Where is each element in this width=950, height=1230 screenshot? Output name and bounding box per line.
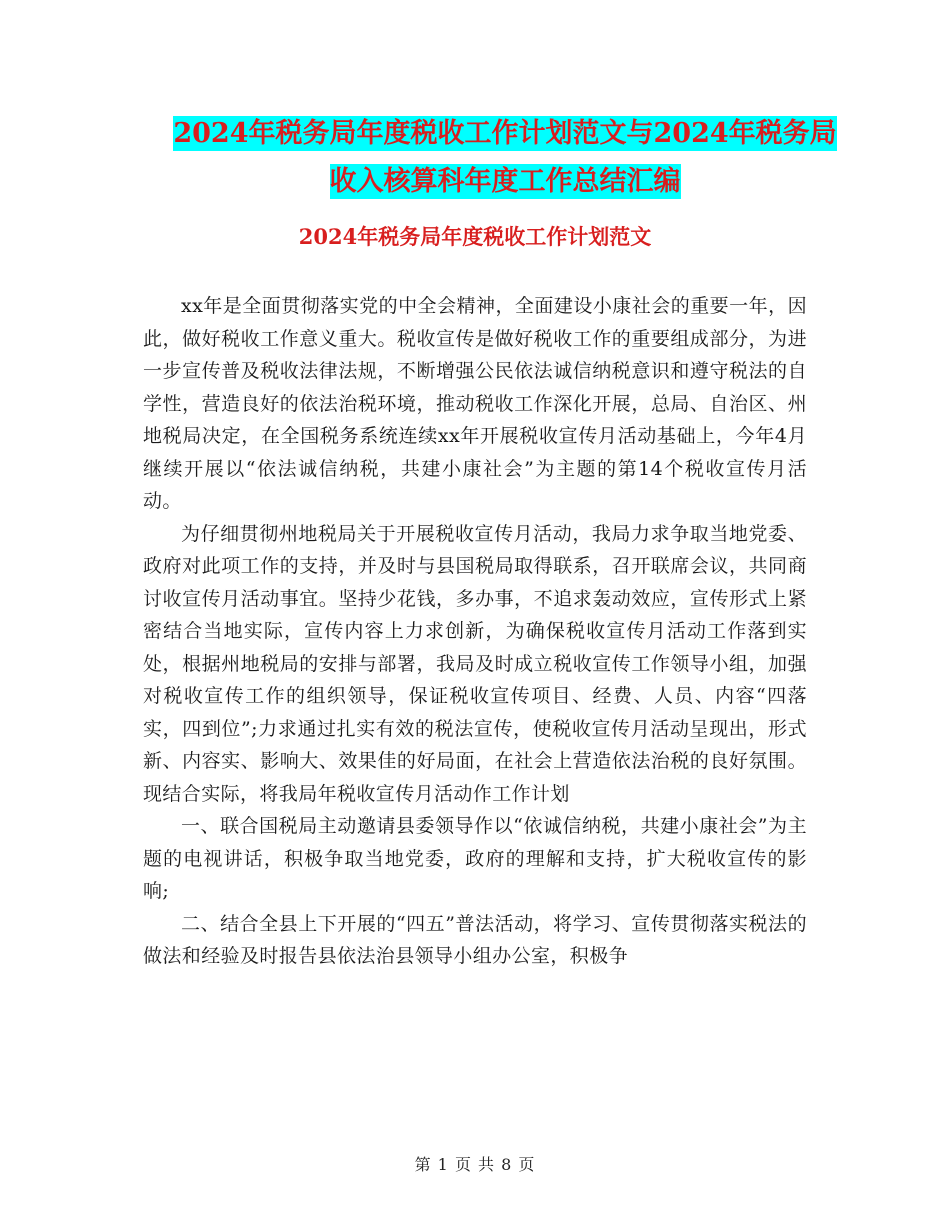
paragraph-2: 为仔细贯彻州地税局关于开展税收宣传月活动，我局力求争取当地党委、政府对此项工作的支持，并及时与县国税局取得联系，召开联席会议，共同商讨收宣传月活动事宜。坚持少花钱，多办事，不追求轰动效应，宣传形式上紧密结合当地实际，宣传内容上力求创新，为确保税收宣传月活动工作落到实处，根据州地税局的安排与部署，我局及时成立税收宣传工作领导小组，加强对税收宣传工作的组织领导，保证税收宣传项目、经费、人员、内容“四落实，四到位”;力求通过扎实有效的税法宣传，使税收宣传月活动呈现出，形式新、内容实、影响大、效果佳的好局面，在社会上营造依法治税的良好氛围。现结合实际，将我局年税收宣传月活动作工作计划 (143, 522, 807, 805)
page-footer: 第 1 页 共 8 页 (414, 1155, 536, 1174)
paragraph-3: 一、联合国税局主动邀请县委领导作以“依诚信纳税，共建小康社会”为主题的电视讲话，积极争取当地党委，政府的理解和支持，扩大税收宣传的影响; (143, 815, 807, 902)
paragraph-4: 二、结合全县上下开展的“四五”普法活动，将学习、宣传贯彻落实税法的做法和经验及时报告县依法治县领导小组办公室，积极争 (143, 912, 807, 967)
document-title (100, 110, 910, 206)
document-title-line-1: 2024年税务局年度税收工作计划范文与2024年税务局 (173, 118, 837, 149)
paragraph-1: xx年是全面贯彻落实党的中全会精神，全面建设小康社会的重要一年，因此，做好税收工作意义重大。税收宣传是做好税收工作的重要组成部分，为进一步宣传普及税收法律法规，不断增强公民依法诚信纳税意识和遵守税法的自学性，营造良好的依法治税环境，推动税收工作深化开展，总局、自治区、州地税局决定，在全国税务系统连续xx年开展税收宣传月活动基础上，今年4月继续开展以“依法诚信纳税，共建小康社会”为主题的第14个税收宣传月活动。 (143, 295, 807, 512)
document-title-line-2: 收入核算科年度工作总结汇编 (329, 166, 681, 197)
section-title: 2024年税务局年度税收工作计划范文 (298, 224, 652, 249)
document-body (143, 290, 807, 973)
